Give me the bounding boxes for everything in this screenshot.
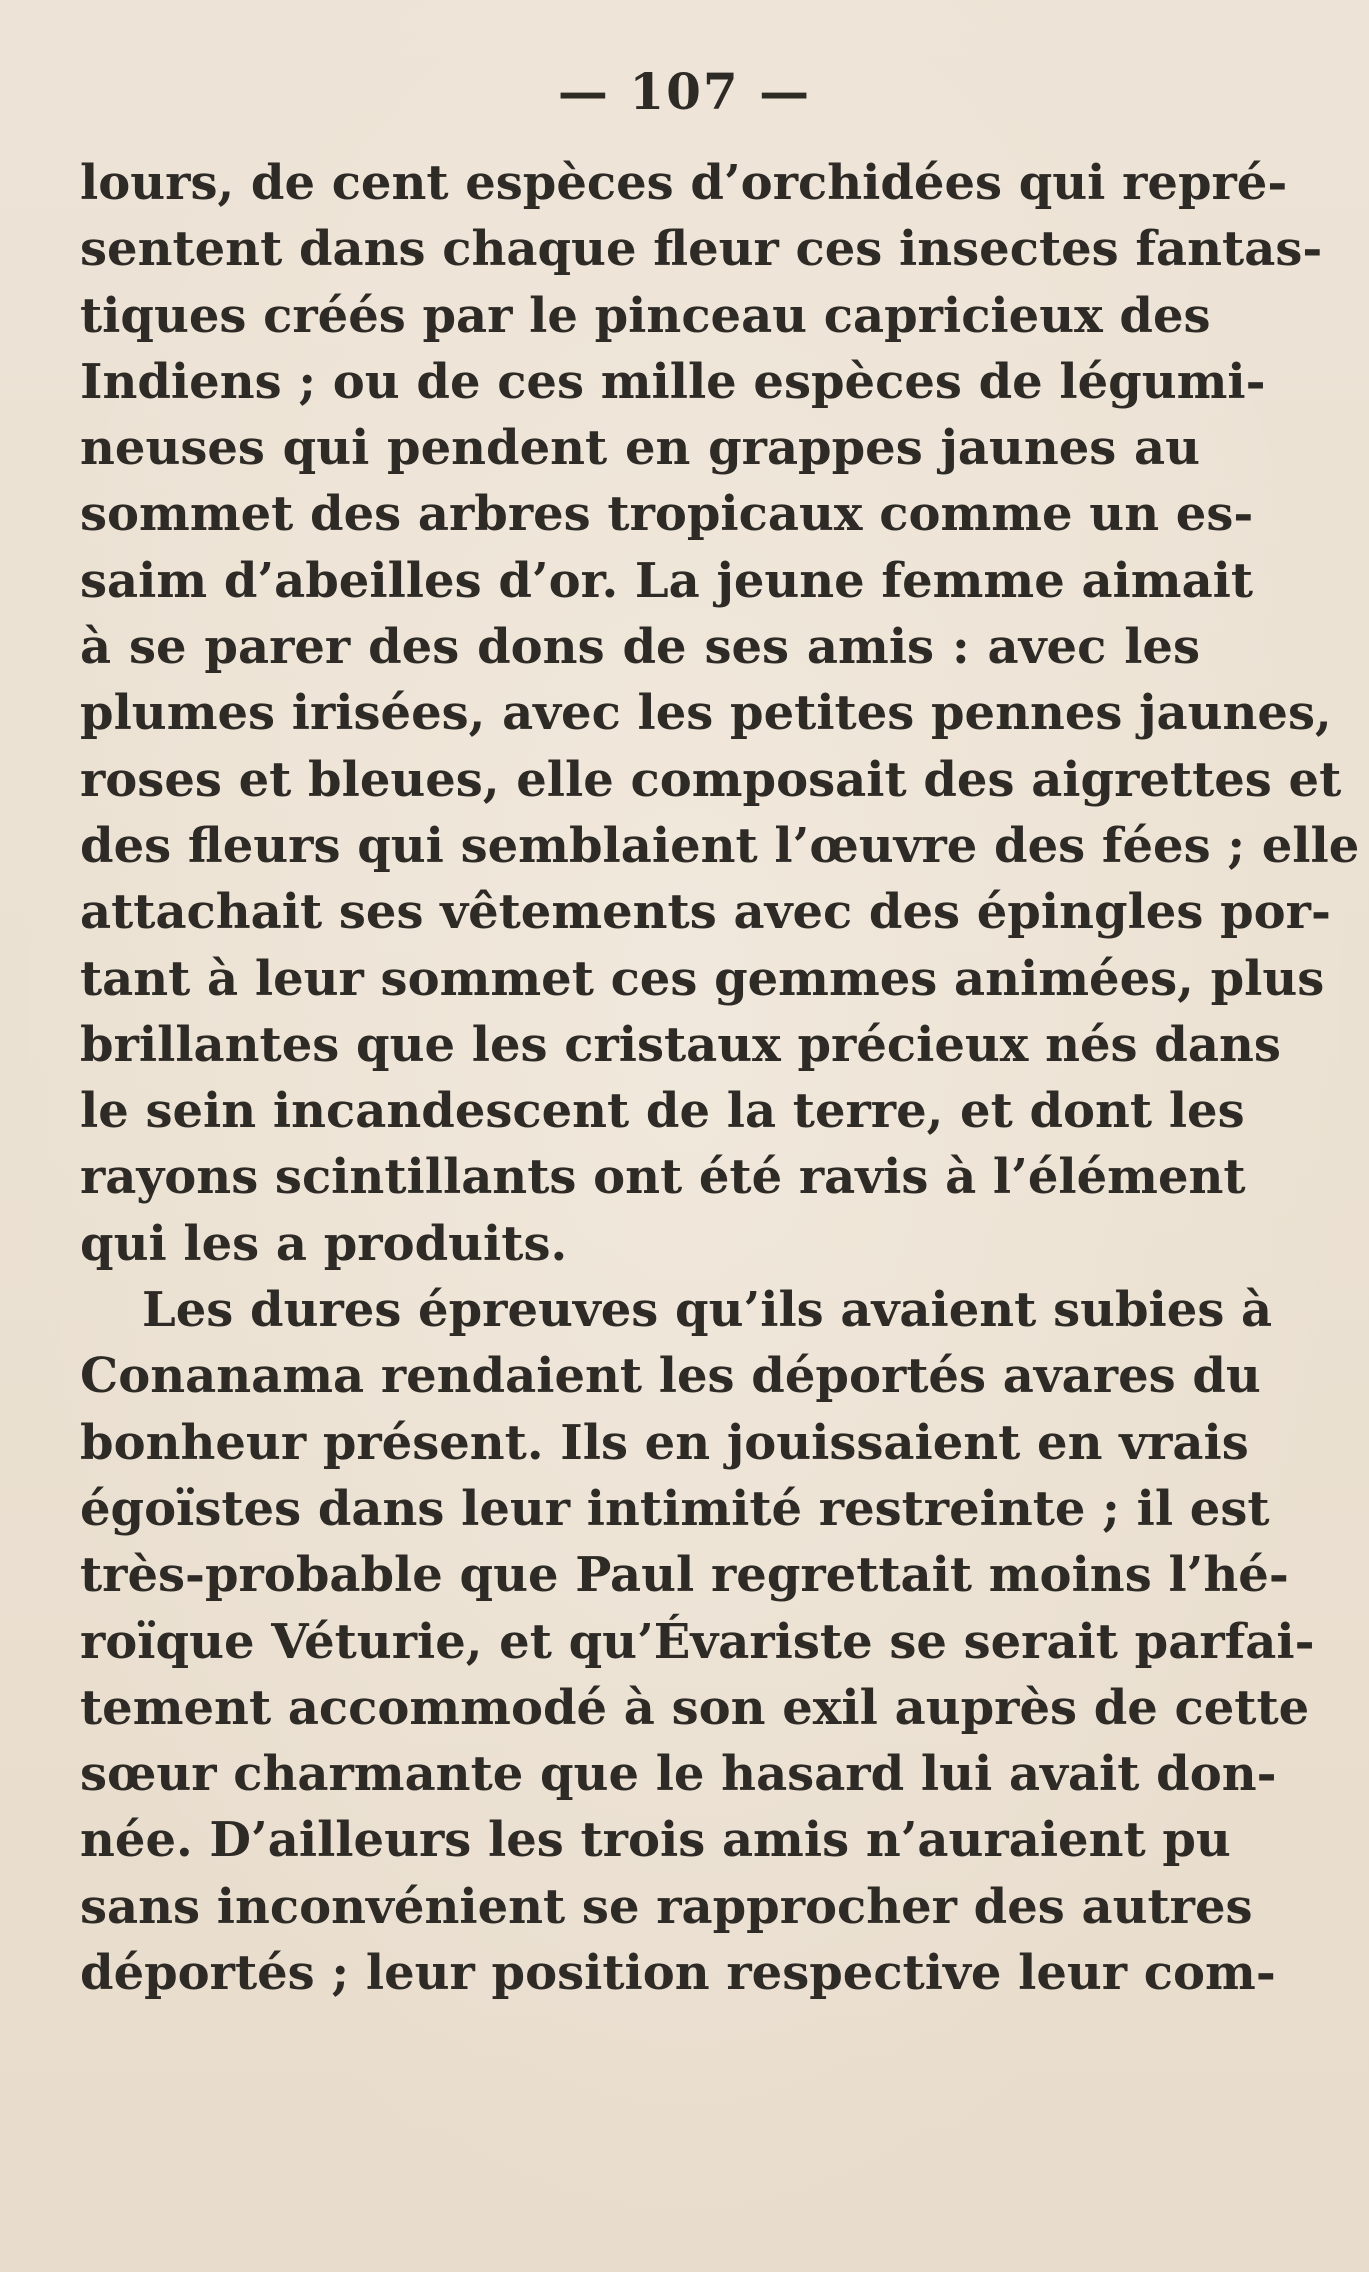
text-line: plumes irisées, avec les petites pennes jaunes, (80, 685, 1332, 742)
text-line: attachait ses vêtements avec des épingles por- (80, 884, 1331, 941)
text-line: tiques créés par le pinceau capricieux des (80, 287, 1211, 344)
text-line: le sein incandescent de la terre, et dont les (80, 1083, 1245, 1140)
text-line: neuses qui pendent en grappes jaunes au (80, 420, 1200, 477)
page-number: — 107 — (557, 62, 812, 121)
text-line: tant à leur sommet ces gemmes animées, plus (80, 950, 1325, 1007)
text-line: qui les a produits. (80, 1215, 568, 1272)
text-line: sommet des arbres tropicaux comme un es- (80, 486, 1254, 543)
text-line: roïque Véturie, et qu’Évariste se serait parfai- (80, 1613, 1315, 1670)
text-line: des fleurs qui semblaient l’œuvre des fées ; elle (80, 817, 1360, 874)
text-line: sentent dans chaque fleur ces insectes fantas- (80, 221, 1323, 278)
text-line: saim d’abeilles d’or. La jeune femme aimait (80, 552, 1254, 609)
text-line: sœur charmante que le hasard lui avait don- (80, 1746, 1277, 1803)
text-line: très-probable que Paul regrettait moins l’hé- (80, 1547, 1289, 1604)
text-line: rayons scintillants ont été ravis à l’élément (80, 1149, 1246, 1206)
text-line: tement accommodé à son exil auprès de cette (80, 1679, 1310, 1736)
text-line: à se parer des dons de ses amis : avec les (80, 619, 1200, 676)
text-line: égoïstes dans leur intimité restreinte ; il est (80, 1480, 1270, 1537)
text-line: sans inconvénient se rapprocher des autres (80, 1878, 1253, 1935)
text-line: née. D’ailleurs les trois amis n’auraient pu (80, 1812, 1231, 1869)
text-line: roses et bleues, elle composait des aigrettes et (80, 751, 1342, 808)
text-line: lours, de cent espèces d’orchidées qui repré- (80, 155, 1288, 211)
body-text (80, 150, 1360, 2006)
text-line: déportés ; leur position respective leur com- (80, 1945, 1276, 2002)
text-line: Les dures épreuves qu’ils avaient subies à (142, 1282, 1273, 1339)
text-line: brillantes que les cristaux précieux nés dans (80, 1016, 1281, 1073)
text-line: Indiens ; ou de ces mille espèces de légumi- (80, 353, 1266, 410)
text-line: bonheur présent. Ils en jouissaient en vrais (80, 1414, 1249, 1471)
text-line: Conanama rendaient les déportés avares du (80, 1348, 1261, 1405)
